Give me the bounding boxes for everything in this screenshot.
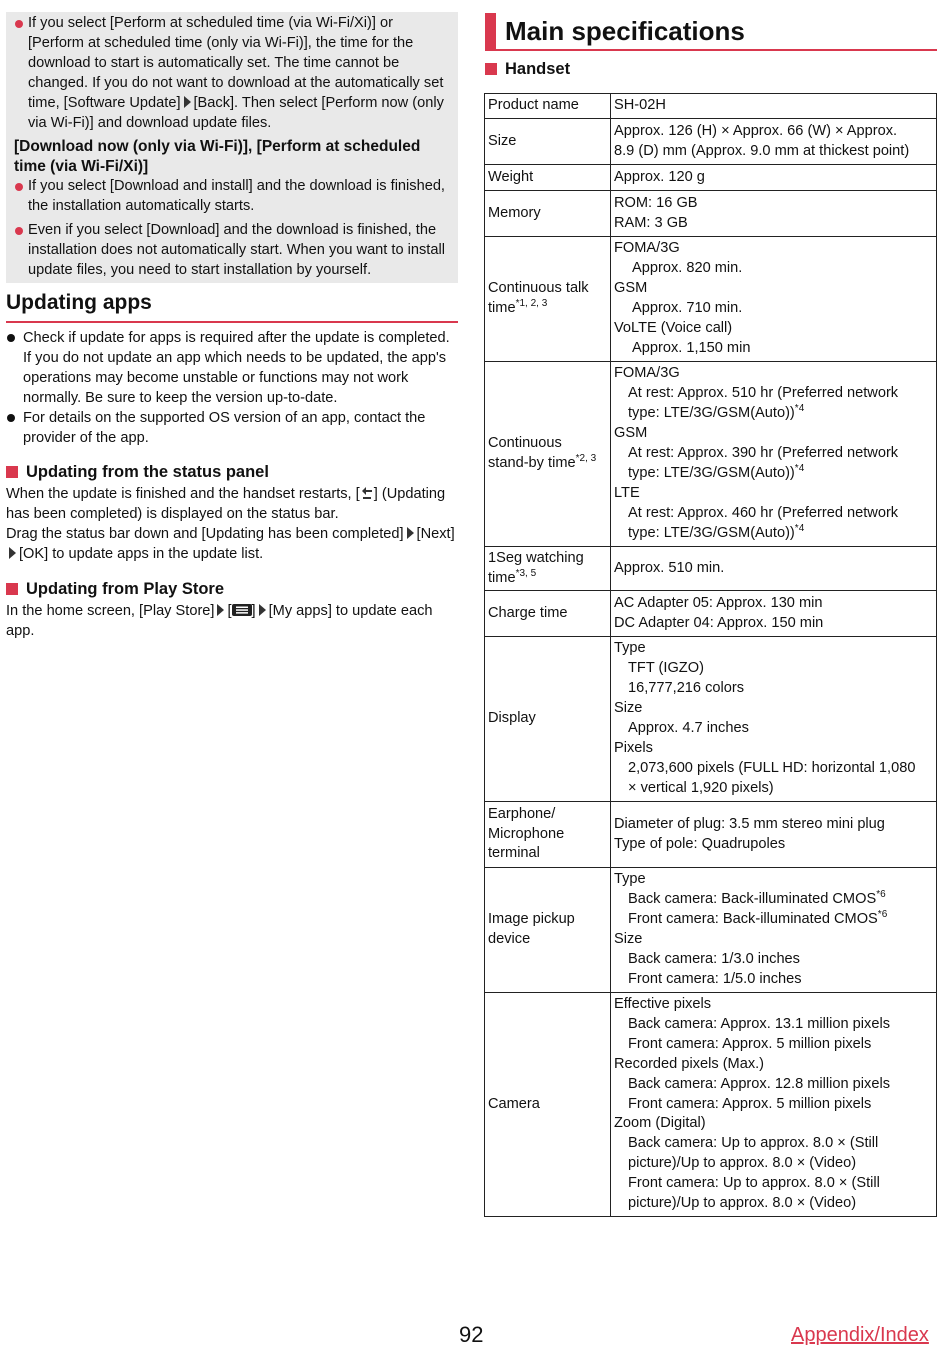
section-rule	[6, 321, 458, 323]
row-value: Approx. 510 min.	[611, 547, 937, 591]
table-row	[485, 362, 937, 547]
update-complete-icon	[360, 487, 374, 499]
note-box	[6, 12, 458, 283]
bullet-dot	[7, 334, 15, 342]
row-value: FOMA/3G Approx. 820 min. GSM Approx. 710 min. VoLTE (Voice call) Approx. 1,150 min	[611, 237, 937, 362]
row-label: Earphone/ Microphone terminal	[485, 802, 611, 868]
spec-table-wrapper	[484, 93, 937, 1217]
table-row	[485, 868, 937, 993]
note-bullet: Even if you select [Download] and the download is finished, the installation does not automatically start. When you want to install update files, you need to start installation by yourself.	[14, 221, 452, 281]
bullet-dot	[15, 183, 23, 191]
row-value: ROM: 16 GB RAM: 3 GB	[611, 191, 937, 237]
arrow-icon	[407, 527, 414, 539]
updating-apps-section	[6, 290, 458, 448]
page-title: Main specifications	[505, 16, 745, 46]
row-value: Type TFT (IGZO) 16,777,216 colors Size Approx. 4.7 inches Pixels 2,073,600 pixels (FULL HD: horizontal 1,080 × vertical 1,920 pixels)	[611, 637, 937, 802]
row-value: FOMA/3G At rest: Approx. 510 hr (Preferred network type: LTE/3G/GSM(Auto))$^{*4}$ GSM At rest: Approx. 390 hr (Preferred network type: LTE/3G/GSM(Auto))$^{*4}$ LTE At rest: Approx. 460 hr (Preferred network type: LTE/3G/GSM(Auto))$^{*4}$	[611, 362, 937, 547]
row-label: Display	[485, 637, 611, 802]
table-row	[485, 191, 937, 237]
row-label: Continuous stand-by time$^{*2, 3}$	[485, 362, 611, 547]
main-specifications-header	[485, 13, 937, 51]
row-label: Charge time	[485, 591, 611, 637]
note-subheading: [Download now (only via Wi-Fi)], [Perform at scheduled time (via Wi-Fi/Xi)]	[14, 138, 421, 176]
arrow-icon	[9, 547, 16, 559]
paragraph: When the update is finished and the handset restarts, [ ] (Updating has been completed) is displayed on the status bar.	[6, 486, 446, 522]
row-value: Diameter of plug: 3.5 mm stereo mini plug Type of pole: Quadrupoles	[611, 802, 937, 868]
row-label: Image pickup device	[485, 868, 611, 993]
row-label: Product name	[485, 94, 611, 119]
subsection-title: Updating from the status panel	[6, 461, 458, 483]
table-row	[485, 802, 937, 868]
subsection-title: Updating from Play Store	[6, 578, 458, 600]
section-title: Updating apps	[6, 291, 152, 314]
header-accent-bar	[485, 13, 496, 50]
table-row	[485, 591, 937, 637]
square-bullet-icon	[6, 583, 18, 595]
bullet-dot	[7, 414, 15, 422]
header-rule	[485, 49, 937, 51]
row-value: Approx. 120 g	[611, 165, 937, 191]
arrow-icon	[217, 604, 224, 616]
list-item: For details on the supported OS version of an app, contact the provider of the app.	[6, 409, 458, 449]
list-item: Check if update for apps is required after the update is completed. If you do not update an app which needs to be updated, the app's operations may become unstable or functions may not work normally. Be sure to keep the version up-to-date.	[6, 329, 458, 409]
row-value: AC Adapter 05: Approx. 130 min DC Adapter 04: Approx. 150 min	[611, 591, 937, 637]
table-row	[485, 165, 937, 191]
row-value: Approx. 126 (H) × Approx. 66 (W) × Approx. 8.9 (D) mm (Approx. 9.0 mm at thickest point)	[611, 119, 937, 165]
spec-table	[484, 93, 937, 1217]
row-label: 1Seg watching time$^{*3, 5}$	[485, 547, 611, 591]
note-bullet: If you select [Perform at scheduled time (via Wi-Fi/Xi)] or [Perform at scheduled time (only via Wi-Fi)], the time for the download to start is automatically set. The time cannot be changed. If you do not want to download at the automatically set time, [Software Update] [Back]. Then select [Perform now (only via Wi-Fi)] and download update files.	[14, 14, 452, 133]
handset-heading: Handset	[485, 58, 950, 80]
row-value: SH-02H	[611, 94, 937, 119]
row-value: Type Back camera: Back-illuminated CMOS$^{*6}$ Front camera: Back-illuminated CMOS$^{*6}$ Size Back camera: 1/3.0 inches Front camera: 1/5.0 inches	[611, 868, 937, 993]
page-number: 92	[459, 1322, 484, 1347]
paragraph: In the home screen, [Play Store] [ ] [My apps] to update each app.	[6, 603, 433, 639]
table-row	[485, 993, 937, 1217]
arrow-icon	[184, 96, 191, 108]
menu-icon	[232, 604, 252, 616]
note-bullet: If you select [Download and install] and the download is finished, the installation automatically starts.	[14, 177, 452, 217]
table-row	[485, 637, 937, 802]
square-bullet-icon	[485, 63, 497, 75]
row-label: Memory	[485, 191, 611, 237]
table-row	[485, 119, 937, 165]
bullet-dot	[15, 20, 23, 28]
row-label: Camera	[485, 993, 611, 1217]
row-label: Size	[485, 119, 611, 165]
row-label: Weight	[485, 165, 611, 191]
row-value: Effective pixels Back camera: Approx. 13.1 million pixels Front camera: Approx. 5 million pixels Recorded pixels (Max.) Back camera: Approx. 12.8 million pixels Front camera: Approx. 5 million pixels Zoom (Digital) Back camera: Up to approx. 8.0 × (Still picture)/Up to approx. 8.0 × (Video) Front camera: Up to approx. 8.0 × (Still picture)/Up to approx. 8.0 × (Video)	[611, 993, 937, 1217]
arrow-icon	[259, 604, 266, 616]
row-label: Continuous talk time$^{*1, 2, 3}$	[485, 237, 611, 362]
table-row	[485, 94, 937, 119]
bullet-dot	[15, 227, 23, 235]
appendix-index-link[interactable]: Appendix/Index	[791, 1324, 929, 1346]
status-panel-section	[6, 461, 458, 565]
square-bullet-icon	[6, 466, 18, 478]
play-store-section	[6, 578, 458, 642]
table-row	[485, 237, 937, 362]
table-row	[485, 547, 937, 591]
paragraph: Drag the status bar down and [Updating has been completed] [Next][OK] to update apps in the update list.	[6, 525, 455, 562]
